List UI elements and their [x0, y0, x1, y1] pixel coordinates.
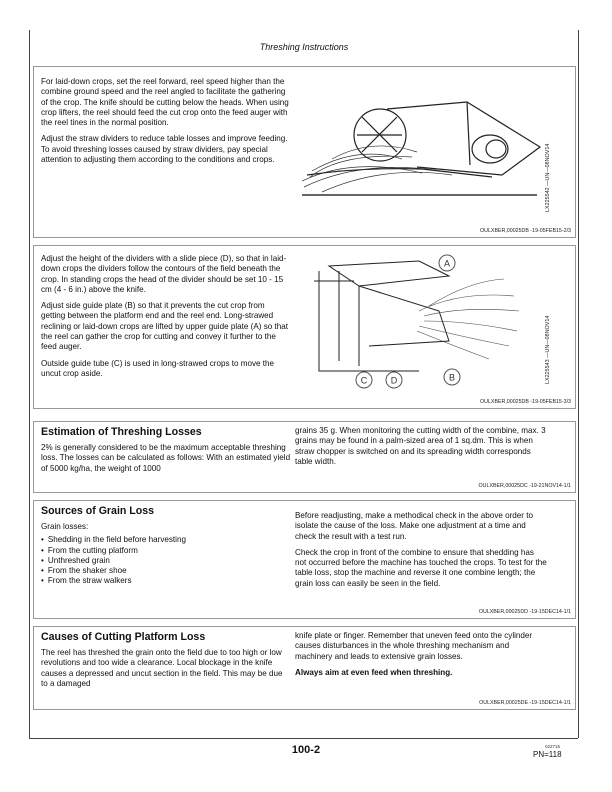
platform-loss-right-paragraph: knife plate or finger. Remember that uneven feed onto the cylinder causes disturbances in the whole threshing mechanism and machinery and leads to extensive grain losses.: [295, 631, 533, 661]
list-item: • From the cutting platform: [41, 546, 291, 556]
header-frame: [29, 30, 579, 56]
reference-code: OULXBER,00025DB -19-05FEB15-3/3: [480, 399, 571, 405]
losses-left-paragraph: 2% is generally considered to be the maximum acceptable threshing loss. The losses can be calculated as follows: With an estimated yield of 5000 kg/ha, the weight of 1000: [41, 443, 291, 473]
threshing-losses-block: [33, 421, 576, 493]
page-number: 100-2: [291, 744, 321, 756]
print-code: 022715: [545, 744, 561, 749]
cutting-platform-loss-block: [33, 626, 576, 710]
list-item: • Unthreshed grain: [41, 556, 291, 566]
reference-code: OULXBER,00025DC -19-21NOV14-1/1: [478, 483, 571, 489]
section-heading: Sources of Grain Loss: [41, 505, 155, 517]
page-footer-rule: [29, 738, 578, 739]
side-guide-plate-paragraph: Adjust side guide plate (B) so that it prevents the cut crop from getting between the platform end and the reel end. Long-strawed reclining or laid-down crops are lifted by upper guide plate (A) so that the reel can gather the crop for cutting and convey it further to the feed auger.: [41, 301, 288, 352]
even-feed-note: Always aim at even feed when threshing.: [295, 667, 453, 677]
pn-label: PN=118: [533, 750, 562, 759]
crop-check-paragraph: Check the crop in front of the combine to ensure that shedding has not occurred before the machine has touched the crops. To test for the table loss, stop the machine and reverse it one combine length; the grain loss can easily be seen in the field.: [295, 547, 547, 588]
reference-code: OULXBER,00025DB -19-05FEB15-2/3: [480, 228, 571, 234]
divider-illustration: [299, 251, 524, 391]
straw-dividers-paragraph: Adjust the straw dividers to reduce table losses and improve feeding. To avoid threshing losses caused by straw dividers, pay special attention to adjusting them according to the conditions and crops.: [41, 134, 288, 165]
figure-id-label: LX225543 —UN—08NOV14: [545, 315, 551, 384]
divider-adjustment-block: [33, 245, 576, 409]
figure-id-label: LX225542 —UN—08NOV14: [545, 143, 551, 212]
callout-b: B: [448, 372, 456, 383]
losses-right-paragraph: grains 35 g. When monitoring the cutting width of the combine, max. 3 grains may be found in a palm-sized area of 1 sq.dm. This is when straw chopper is switched on and its spreading width corresponds table width.: [295, 426, 546, 466]
platform-loss-left-paragraph: The reel has threshed the grain onto the field due to too high or low revolutions and too wide a clearance. Local blockage in the knife causes a depressed and uncut section in the field. This may be due to a damaged: [41, 648, 283, 688]
list-item: • Shedding in the field before harvesting: [41, 535, 291, 545]
page-header-title: Threshing Instructions: [259, 42, 349, 52]
list-item: • From the straw walkers: [41, 576, 291, 586]
reference-code: OULXBER,00025DD -19-15DEC14-1/1: [478, 609, 571, 615]
section-heading: Causes of Cutting Platform Loss: [41, 631, 206, 643]
guide-tube-paragraph: Outside guide tube (C) is used in long-strawed crops to move the uncut crop aside.: [41, 358, 275, 378]
callout-c: C: [360, 375, 368, 386]
list-item: • From the shaker shoe: [41, 566, 291, 576]
callout-d: D: [390, 375, 398, 386]
callout-a: A: [443, 258, 451, 269]
reel-position-illustration: [302, 97, 552, 207]
section-heading: Estimation of Threshing Losses: [41, 426, 202, 438]
reference-code: OULXBER,00025DE -19-15DEC14-1/1: [479, 700, 571, 706]
reel-settings-block: [33, 66, 576, 238]
grain-loss-sources-block: [33, 500, 576, 619]
grain-losses-intro: Grain losses:: [41, 522, 89, 531]
divider-height-paragraph: Adjust the height of the dividers with a slide piece (D), so that in laid-down crops the dividers follow the contours of the field beneath the crop. In standing crops the head of the divider should be set 10 - 15 cm (4 - 6 in.) above the knife.: [41, 254, 287, 294]
readjusting-paragraph: Before readjusting, make a methodical check in the above order to isolate the cause of the loss. Make one adjustment at a time and check the result with a test run.: [295, 511, 534, 541]
grain-loss-list: [41, 535, 291, 586]
reel-settings-paragraph: For laid-down crops, set the reel forward, reel speed higher than the combine ground speed and the reel angled to facilitate the gathering of the crop. The knife should be cutting below the heads. When using crop lifters, the reel should feed the cut crop onto the feed auger with the reel tines in the normal position.: [41, 77, 289, 128]
